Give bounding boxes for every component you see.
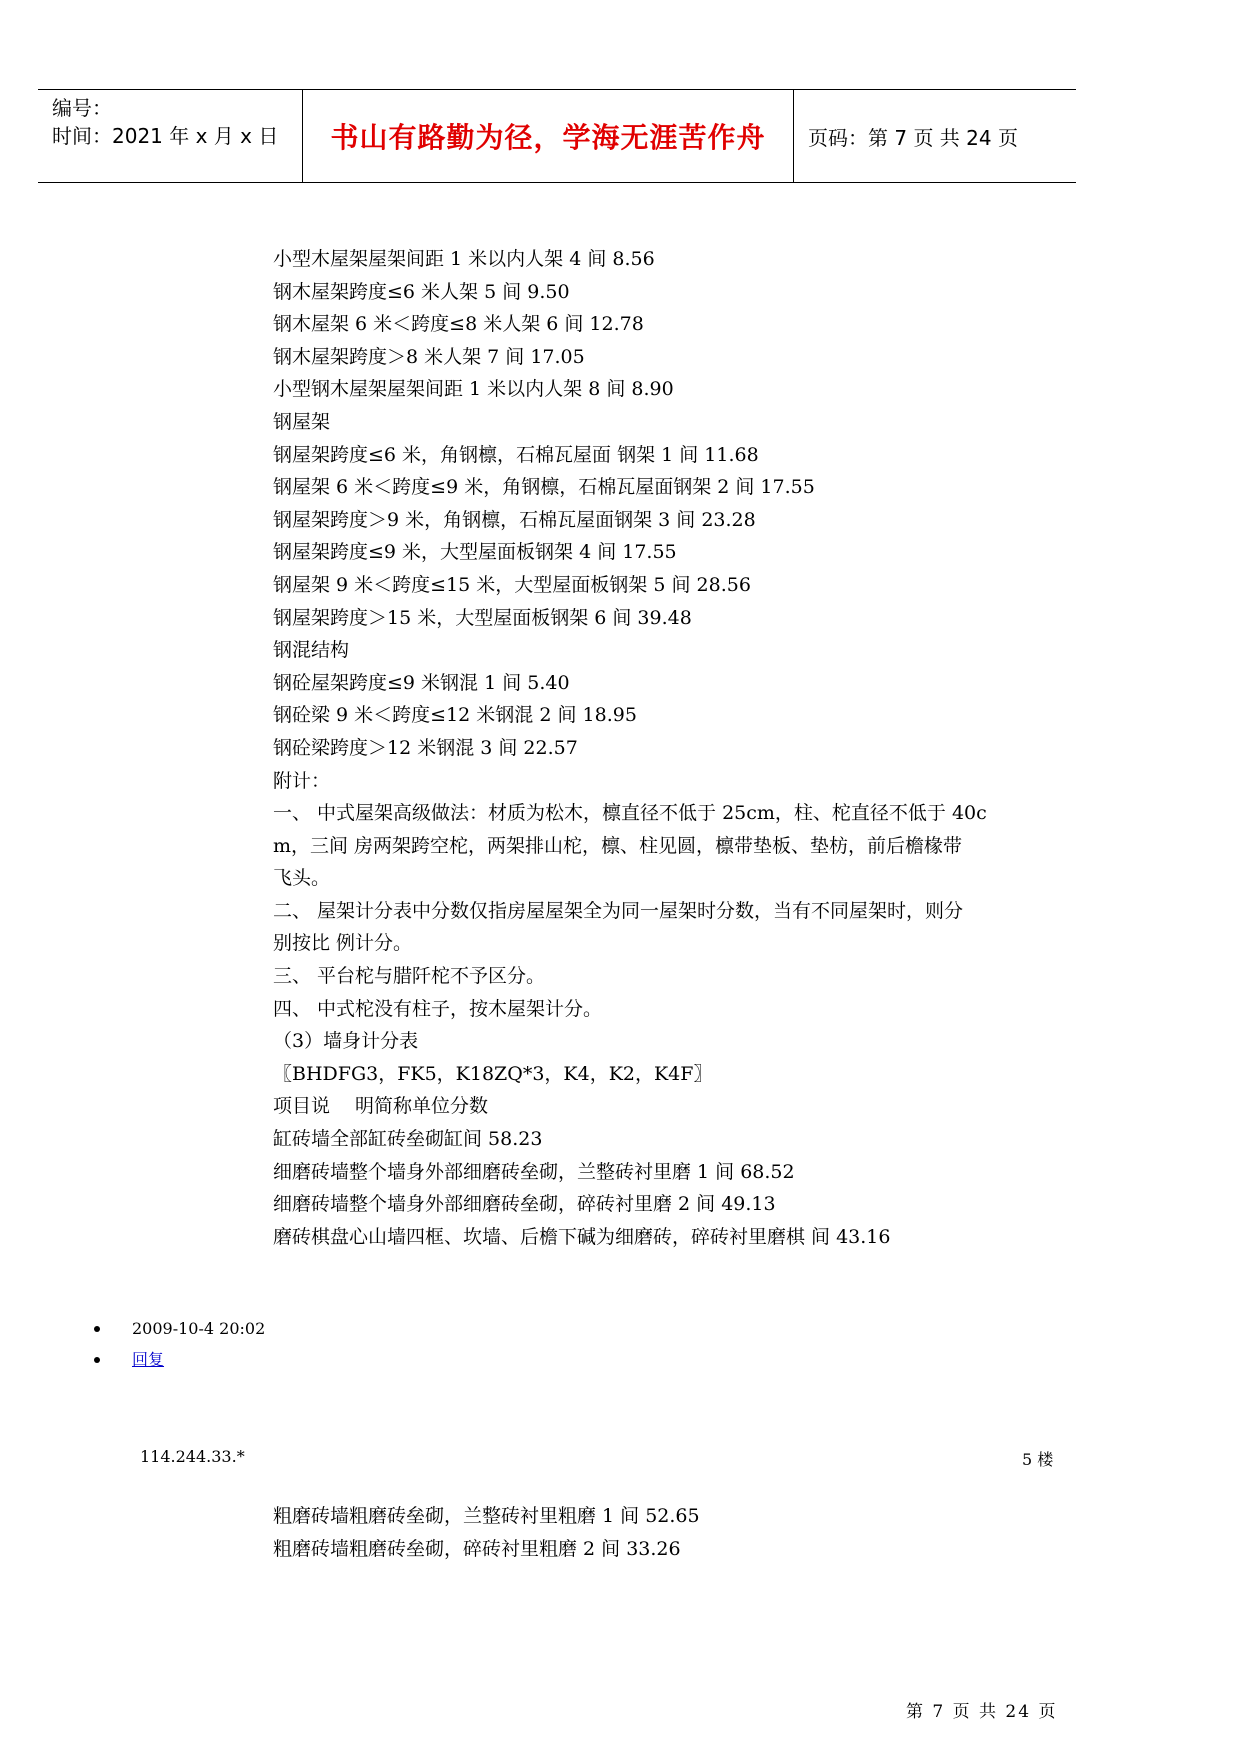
body-line: 钢木屋架跨度＞8 米人架 7 间 17.05 xyxy=(273,345,585,368)
header-page-code: 页码：第 7 页 共 24 页 xyxy=(808,125,1018,150)
body-line: 粗磨砖墙粗磨砖垒砌，兰整砖衬里粗磨 1 间 52.65 xyxy=(273,1505,700,1527)
header-info-cell xyxy=(38,90,303,182)
section-heading: （3）墙身计分表 xyxy=(273,1030,419,1053)
note-line: 一、 中式屋架高级做法：材质为松木，檩直径不低于 25cm，柱、柁直径不低于 40c xyxy=(273,802,987,825)
post-floor: 5 楼 xyxy=(1022,1450,1054,1469)
page-footer: 第 7 页 共 24 页 xyxy=(906,1702,1058,1722)
body-line: 钢砼屋架跨度≤9 米钢混 1 间 5.40 xyxy=(273,671,570,694)
document-number-label: 编号： xyxy=(52,96,112,120)
note-line: 飞头。 xyxy=(273,867,331,890)
code-line: 〖BHDFG3，FK5，K18ZQ*3，K4，K2，K4F〗 xyxy=(273,1062,713,1085)
body-line: 钢木屋架跨度≤6 米人架 5 间 9.50 xyxy=(273,280,570,303)
post-meta-list xyxy=(90,1318,265,1380)
post-body xyxy=(273,1500,1073,1565)
post-ip: 114.244.33.* xyxy=(140,1447,245,1466)
body-line: 钢屋架跨度＞9 米，角钢檩，石棉瓦屋面钢架 3 间 23.28 xyxy=(273,508,756,531)
body-line: 粗磨砖墙粗磨砖垒砌，碎砖衬里粗磨 2 间 33.26 xyxy=(273,1537,681,1560)
note-line: 四、 中式柁没有柱子，按木屋架计分。 xyxy=(273,997,603,1020)
post-reply-item xyxy=(90,1349,265,1380)
document-body xyxy=(273,243,1073,1253)
document-time-label: 时间：2021 年 x 月 x 日 xyxy=(52,124,279,148)
body-line: 钢砼梁 9 米＜跨度≤12 米钢混 2 间 18.95 xyxy=(273,704,637,727)
body-line: 小型木屋架屋架间距 1 米以内人架 4 间 8.56 xyxy=(273,248,655,270)
header-page-cell xyxy=(794,90,1076,182)
body-line: 钢屋架 9 米＜跨度≤15 米，大型屋面板钢架 5 间 28.56 xyxy=(273,573,751,596)
header-motto: 书山有路勤为径，学海无涯苦作舟 xyxy=(330,121,766,154)
body-line: 钢屋架跨度＞15 米，大型屋面板钢架 6 间 39.48 xyxy=(273,606,692,629)
section-heading: 附计： xyxy=(273,769,331,792)
table-header-line: 项目说 明简称单位分数 xyxy=(273,1095,489,1118)
body-line: 钢屋架跨度≤6 米，角钢檩，石棉瓦屋面 钢架 1 间 11.68 xyxy=(273,443,759,466)
body-line: 钢屋架 6 米＜跨度≤9 米，角钢檩，石棉瓦屋面钢架 2 间 17.55 xyxy=(273,476,815,499)
header-motto-cell xyxy=(303,90,794,182)
note-line: 二、 屋架计分表中分数仅指房屋屋架全为同一屋架时分数，当有不同屋架时，则分 xyxy=(273,899,964,922)
body-line: 缸砖墙全部缸砖垒砌缸间 58.23 xyxy=(273,1128,543,1151)
section-heading: 钢混结构 xyxy=(273,639,350,662)
body-line: 钢木屋架 6 米＜跨度≤8 米人架 6 间 12.78 xyxy=(273,313,644,336)
note-line: 别按比 例计分。 xyxy=(273,932,413,955)
body-line: 细磨砖墙整个墙身外部细磨砖垒砌，兰整砖衬里磨 1 间 68.52 xyxy=(273,1160,795,1183)
note-line: 三、 平台柁与腊阡柁不予区分。 xyxy=(273,965,546,988)
body-line: 细磨砖墙整个墙身外部细磨砖垒砌，碎砖衬里磨 2 间 49.13 xyxy=(273,1193,776,1216)
post-datetime xyxy=(90,1318,265,1349)
section-heading: 钢屋架 xyxy=(273,410,331,433)
note-line: m，三间 房两架跨空柁，两架排山柁，檩、柱见圆，檩带垫板、垫枋，前后檐椽带 xyxy=(273,834,963,857)
post-datetime-text: 2009-10-4 20:02 xyxy=(132,1319,266,1338)
reply-link[interactable]: 回复 xyxy=(132,1350,165,1369)
body-line: 钢屋架跨度≤9 米，大型屋面板钢架 4 间 17.55 xyxy=(273,541,677,564)
body-line: 小型钢木屋架屋架间距 1 米以内人架 8 间 8.90 xyxy=(273,378,674,401)
page-header xyxy=(38,89,1076,183)
body-line: 磨砖棋盘心山墙四框、坎墙、后檐下碱为细磨砖，碎砖衬里磨棋 间 43.16 xyxy=(273,1225,891,1248)
body-line: 钢砼梁跨度＞12 米钢混 3 间 22.57 xyxy=(273,736,578,759)
